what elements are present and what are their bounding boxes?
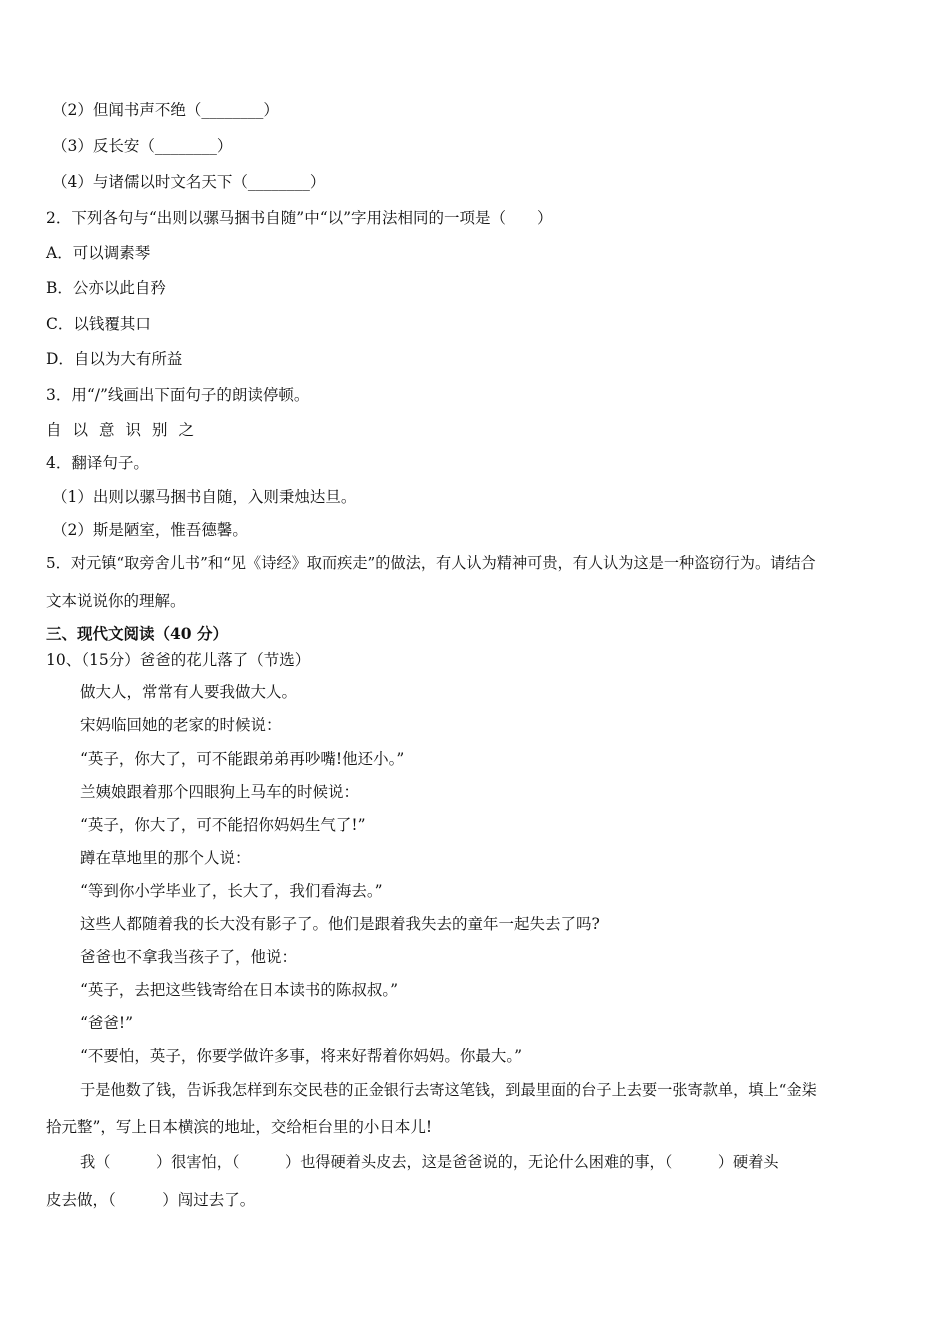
paragraph: “不要怕，英子，你要学做许多事，将来好帮着你妈妈。你最大。” — [80, 1047, 523, 1065]
long-paragraph-line-2: 拾元整”，写上日本横滨的地址，交给柜台里的小日本儿! — [46, 1118, 433, 1136]
q4-item-1: （1）出则以骡马捆书自随，入则秉烛达旦。 — [52, 488, 357, 506]
paragraph: 宋妈临回她的老家的时候说： — [80, 716, 282, 734]
paragraph: 做大人，常常有人要我做大人。 — [80, 683, 298, 701]
q2-option-a: A．可以调素琴 — [46, 244, 151, 262]
q1-item-3: （3）反长安（________） — [52, 137, 233, 155]
paragraph: 爸爸也不拿我当孩子了，他说： — [80, 948, 298, 966]
section-three-heading: 三、现代文阅读（40 分） — [46, 624, 228, 643]
paragraph: “爸爸!” — [80, 1014, 134, 1032]
paragraph: 这些人都随着我的长大没有影子了。他们是跟着我失去的童年一起失去了吗? — [80, 915, 600, 933]
q2-stem: 2．下列各句与“出则以骡马捆书自随”中“以”字用法相同的一项是（ ） — [46, 209, 553, 227]
fill-blank-line-1: 我（ ）很害怕，（ ）也得硬着头皮去，这是爸爸说的，无论什么困难的事，（ ）硬着头 — [80, 1153, 779, 1171]
paragraph: “等到你小学毕业了，长大了，我们看海去。” — [80, 882, 383, 900]
paragraph: “英子，你大了，可不能招你妈妈生气了!” — [80, 816, 366, 834]
fill-blank-line-2: 皮去做，（ ）闯过去了。 — [46, 1191, 256, 1209]
q3-stem: 3．用“/”线画出下面句子的朗读停顿。 — [46, 386, 310, 404]
paragraph: 蹲在草地里的那个人说： — [80, 849, 251, 867]
q2-option-c: C．以钱覆其口 — [46, 315, 151, 333]
q10-title: 10、（15分）爸爸的花儿落了（节选） — [46, 651, 311, 669]
paragraph: “英子，去把这些钱寄给在日本读书的陈叔叔。” — [80, 981, 399, 999]
q5-line-2: 文本说说你的理解。 — [46, 592, 186, 610]
q2-option-b: B．公亦以此自矜 — [46, 279, 166, 297]
q4-stem: 4．翻译句子。 — [46, 454, 149, 472]
q1-item-2: （2）但闻书声不绝（________） — [52, 101, 279, 119]
long-paragraph-line-1: 于是他数了钱，告诉我怎样到东交民巷的正金银行去寄这笔钱，到最里面的台子上去要一张寄款单，填上“金柒 — [80, 1081, 817, 1099]
q4-item-2: （2）斯是陋室，惟吾德馨。 — [52, 521, 248, 539]
paragraph: 兰姨娘跟着那个四眼狗上马车的时候说： — [80, 783, 360, 801]
q2-option-d: D．自以为大有所益 — [46, 350, 183, 368]
q1-item-4: （4）与诸儒以时文名天下（________） — [52, 173, 326, 191]
paragraph: “英子，你大了，可不能跟弟弟再吵嘴!他还小。” — [80, 750, 405, 768]
q3-sentence: 自以意识别之 — [46, 421, 206, 439]
q5-line-1: 5．对元镇“取旁舍儿书”和“见《诗经》取而疾走”的做法，有人认为精神可贵，有人认为这是一种盗窃行为。请结合 — [46, 554, 816, 572]
